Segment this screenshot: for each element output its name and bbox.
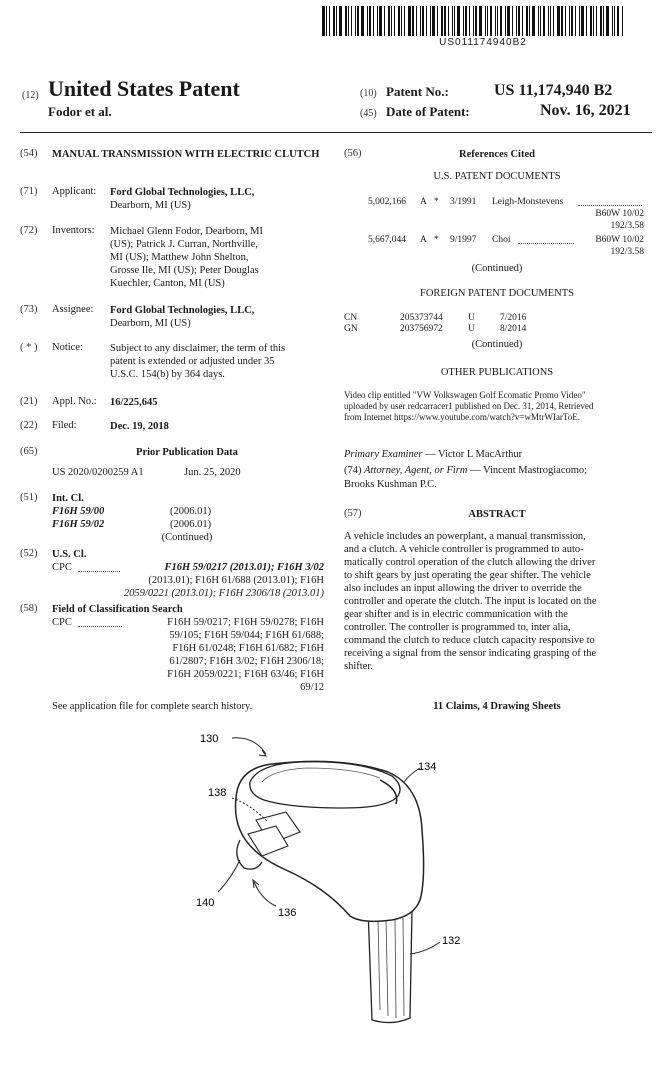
notice-label: Notice: [52,342,83,353]
ref-label-130: 130 [200,733,219,745]
us-ref-star: * [434,235,439,245]
barcode-bar [469,6,470,36]
barcode-bar [603,6,604,36]
barcode-bar [548,6,549,36]
barcode-bar [329,6,330,36]
barcode-bar [351,6,352,36]
foreign-ref-number: 203756972 [400,324,443,334]
us-cl-line: 2059/0221 (2013.01); F16H 2306/18 (2013.01) [123,588,324,599]
barcode-bar [444,6,446,36]
barcode-bar [422,6,424,36]
barcode-bar [348,6,349,36]
code-58: (58) [20,603,38,614]
barcode-bar [569,6,570,36]
barcode-bar [437,6,438,36]
barcode-bar [432,6,435,36]
filed-label: Filed: [52,420,77,431]
barcode-bar [600,6,602,36]
attorney-firm: Brooks Kushman P.C. [344,479,437,490]
code-22: (22) [20,420,38,431]
barcode-bar [590,6,592,36]
barcode-bar [475,6,477,36]
barcode [322,6,644,36]
barcode-bar [512,6,513,36]
abstract-line: shifter. [344,661,373,672]
header-rule [20,132,652,133]
appl-no-label: Appl. No.: [52,396,97,407]
attorney [344,464,587,477]
notice-line: Subject to any disclaimer, the term of this [110,343,286,354]
barcode-bar [367,6,368,36]
patent-authors: Fodor et al. [48,104,112,119]
barcode-bar [505,6,506,36]
inventors-line: Grosse Ile, MI (US); Peter Douglas [110,265,259,276]
prior-publication-number: US 2020/0200259 A1 [52,467,144,478]
barcode-bar [565,6,566,36]
barcode-bar [357,6,359,36]
barcode-bar [373,6,374,36]
barcode-bar [581,6,584,36]
foreign-ref-country: GN [344,324,358,334]
us-ref-number: 5,667,044 [368,235,406,245]
inventors-line: Michael Glenn Fodor, Dearborn, MI [110,226,263,237]
other-publications-line: Video clip entitled "VW Volkswagen Golf Ecomatic Promo Video" [344,390,586,400]
barcode-bar [507,6,510,36]
filed-date: Dec. 19, 2018 [110,421,169,432]
code-73: (73) [20,304,38,315]
field-search-line: F16H 59/0217; F16H 59/0278; F16H [167,617,324,628]
foreign-docs-continued: (Continued) [471,339,523,350]
barcode-bar [326,6,327,36]
prior-publication-heading: Prior Publication Data [136,447,238,458]
claims-summary: 11 Claims, 4 Drawing Sheets [433,701,561,712]
barcode-bar [322,6,325,36]
barcode-bar [550,6,551,36]
barcode-bar [593,6,594,36]
barcode-bar [540,6,541,36]
field-search-heading: Field of Classification Search [52,604,183,615]
foreign-ref-country: CN [344,313,358,323]
foreign-ref-date: 8/2014 [500,324,527,334]
ref-label-136: 136 [278,907,297,919]
code-12: (12) [22,90,39,101]
barcode-bar [401,6,402,36]
code-52: (52) [20,548,38,559]
code-71: (71) [20,186,38,197]
barcode-bar [404,6,405,36]
barcode-bar [617,6,619,36]
barcode-bar [377,6,378,36]
abstract-line: A vehicle includes an powerplant, a manual transmission, [344,531,586,542]
primary-examiner [344,448,522,461]
field-search-cpc: CPC [52,617,72,628]
barcode-bar [408,6,411,36]
attorney-name: — Vincent Mastrogiacomo; [470,465,588,476]
us-ref-number: 5,002,166 [368,197,406,207]
int-cl-continued: (Continued) [161,532,213,543]
us-docs-heading: U.S. PATENT DOCUMENTS [433,171,561,182]
barcode-bar [454,6,455,36]
other-publications-heading: OTHER PUBLICATIONS [440,367,554,378]
patent-title: United States Patent [48,76,240,101]
abstract-text [344,530,642,673]
us-ref-class: B60W 10/02 [595,235,644,245]
code-45: (45) [360,108,377,119]
patent-date: Nov. 16, 2021 [540,102,631,119]
barcode-bar [416,6,417,36]
ref-label-134: 134 [418,761,437,773]
applicant-label: Applicant: [52,186,97,197]
code-10: (10) [360,88,377,99]
barcode-bar [426,6,427,36]
barcode-bar [420,6,421,36]
code-56: (56) [344,148,362,159]
abstract-line: receiving a signal from the sensor indicating grasping of the [344,648,597,659]
barcode-bar [369,6,371,36]
barcode-bar [473,6,474,36]
abstract-heading: ABSTRACT [468,509,526,520]
notice-line: U.S.C. 154(b) by 364 days. [110,369,225,380]
us-docs-continued: (Continued) [471,263,523,274]
barcode-bar [457,6,460,36]
barcode-bar [394,6,395,36]
barcode-bar [355,6,356,36]
field-search-note: See application file for complete search history. [52,701,253,712]
ref-label-132: 132 [442,935,461,947]
barcode-bar [497,6,498,36]
prior-publication-date: Jun. 25, 2020 [184,467,241,478]
barcode-bar [612,6,613,36]
barcode-bar [622,6,623,36]
examiner-name: — Victor L MacArthur [425,449,523,460]
barcode-bar [490,6,492,36]
us-ref-class: B60W 10/02 [595,209,644,219]
leader-130 [232,738,266,754]
barcode-bar [333,6,335,36]
invention-title: MANUAL TRANSMISSION WITH ELECTRIC CLUTCH [52,149,320,160]
barcode-bar [614,6,615,36]
leader-132 [410,942,440,954]
foreign-docs-heading: FOREIGN PATENT DOCUMENTS [419,288,575,299]
inventors-list [110,225,325,290]
abstract-line: to shift gears by just operating the gear shifter. The vehicle [344,570,591,581]
int-cl-version: (2006.01) [170,506,212,517]
barcode-bar [596,6,597,36]
barcode-bar [345,6,347,36]
dot-leader [578,196,642,206]
us-ref-name: Choi [492,235,511,245]
abstract-line: controller. The controller is programmed to, inter alia, [344,622,571,633]
field-search-line: 69/12 [300,682,324,693]
barcode-bar [518,6,520,36]
us-ref-name: Leigh-Monstevens [492,197,564,207]
other-publications-text [344,390,650,423]
assignee-label: Assignee: [52,304,94,315]
code-54: (54) [20,148,38,159]
patent-number: US 11,174,940 B2 [494,82,613,99]
field-search-line: F16H 61/0248; F16H 61/682; F16H [172,643,324,654]
gear-shifter-drawing [0,720,672,1069]
int-cl-heading: Int. Cl. [52,493,84,504]
attorney-label: Attorney, Agent, or Firm [364,465,468,476]
field-search-line: F16H 2059/0221; F16H 63/46; F16H [167,669,324,680]
barcode-bar [571,6,573,36]
barcode-bar [412,6,414,36]
us-cl-line: (2013.01); F16H 61/688 (2013.01); F16H [148,575,324,586]
barcode-bar [553,6,554,36]
dot-leader [78,561,120,572]
foreign-ref-number: 205373744 [400,313,443,323]
abstract-line: controller and operate the clutch. The input is located on the [344,596,597,607]
dot-leader [78,616,122,627]
assignee-name: Ford Global Technologies, LLC, [110,305,255,316]
code-74: (74) [344,465,362,476]
barcode-bar [516,6,517,36]
barcode-number: US011174940B2 [439,37,527,48]
code-72: (72) [20,225,38,236]
examiner-label: Primary Examiner [344,449,423,460]
barcode-bar [398,6,400,36]
barcode-bar [384,6,385,36]
barcode-bar [575,6,576,36]
field-search-line: 61/2807; F16H 3/02; F16H 2306/18; [169,656,324,667]
us-ref-star: * [434,197,439,207]
barcode-bar [487,6,488,36]
other-publications-line: uploaded by user redcarracer1 published on Dec. 31, 2014, Retrieved [344,401,594,411]
assignee-location: Dearborn, MI (US) [110,318,191,329]
abstract-line: gear shifter and is in electric communication with the [344,609,568,620]
code-65: (65) [20,446,38,457]
abstract-line: also includes an input allowing the driver to override the [344,583,582,594]
abstract-line: matically control operation of the clutch allowing the driver [344,557,596,568]
us-ref-date: 9/1997 [450,235,477,245]
barcode-bar [441,6,443,36]
barcode-bar [361,6,364,36]
barcode-bar [586,6,587,36]
ref-label-138: 138 [208,787,227,799]
applicant-location: Dearborn, MI (US) [110,200,191,211]
barcode-bar [526,6,528,36]
us-cl-line-text: F16H 59/0217 (2013.01); F16H 3/02 [164,562,324,573]
us-cl-cpc: CPC [52,562,72,573]
date-label: Date of Patent: [386,104,470,119]
foreign-ref-date: 7/2016 [500,313,527,323]
us-cl-heading: U.S. Cl. [52,549,87,560]
leader-136 [254,882,276,906]
barcode-bar [532,6,535,36]
barcode-bar [463,6,464,36]
us-ref-class: 192/3.58 [610,221,644,231]
us-ref-date: 3/1991 [450,197,477,207]
int-cl-class: F16H 59/00 [52,506,105,517]
int-cl-class: F16H 59/02 [52,519,105,530]
inventors-label: Inventors: [52,225,95,236]
inventors-line: Kuechler, Canton, MI (US) [110,278,225,289]
foreign-ref-kind: U [468,324,475,334]
barcode-bar [500,6,502,36]
abstract-line: and a clutch. A vehicle controller is programmed to auto- [344,544,584,555]
barcode-bar [606,6,609,36]
barcode-bar [391,6,392,36]
barcode-bar [465,6,467,36]
code-21: (21) [20,396,38,407]
code-57: (57) [344,508,362,519]
barcode-bar [522,6,523,36]
int-cl-version: (2006.01) [170,519,212,530]
barcode-bar [543,6,545,36]
barcode-bar [561,6,563,36]
notice-line: patent is extended or adjusted under 35 [110,356,275,367]
barcode-bar [339,6,342,36]
barcode-bar [379,6,382,36]
barcode-bar [485,6,486,36]
barcode-bar [388,6,390,36]
references-heading: References Cited [459,149,535,160]
field-search-lines [124,616,324,694]
inventors-line: (US); Patrick J. Curran, Northville, [110,239,258,250]
notice-text [110,342,325,381]
barcode-bar [336,6,337,36]
foreign-ref-kind: U [468,313,475,323]
us-ref-kind: A [420,235,427,245]
field-search-line: 59/105; F16H 59/044; F16H 61/688; [169,630,324,641]
ref-label-140: 140 [196,897,215,909]
barcode-bar [529,6,530,36]
barcode-bar [579,6,580,36]
barcode-bar [452,6,453,36]
abstract-line: command the clutch to reduce clutch capacity responsive to [344,635,595,646]
other-publications-line: from Internet https://www.youtube.com/watch?v=wMtrWIarToE. [344,412,581,422]
us-ref-kind: A [420,197,427,207]
code-51: (51) [20,492,38,503]
leader-140 [218,860,240,892]
barcode-bar [448,6,449,36]
barcode-bar [557,6,560,36]
applicant-name: Ford Global Technologies, LLC, [110,187,255,198]
shaft [368,908,412,1023]
patent-no-label: Patent No.: [386,84,449,99]
barcode-bar [479,6,482,36]
barcode-bar [538,6,539,36]
barcode-bar [430,6,431,36]
us-cl-line [124,561,324,574]
barcode-bar [495,6,496,36]
us-ref-class: 192/3.58 [610,247,644,257]
inventors-line: MI (US); Matthew John Shelton, [110,252,249,263]
code-notice: ( * ) [20,342,38,353]
appl-no: 16/225,645 [110,397,158,408]
